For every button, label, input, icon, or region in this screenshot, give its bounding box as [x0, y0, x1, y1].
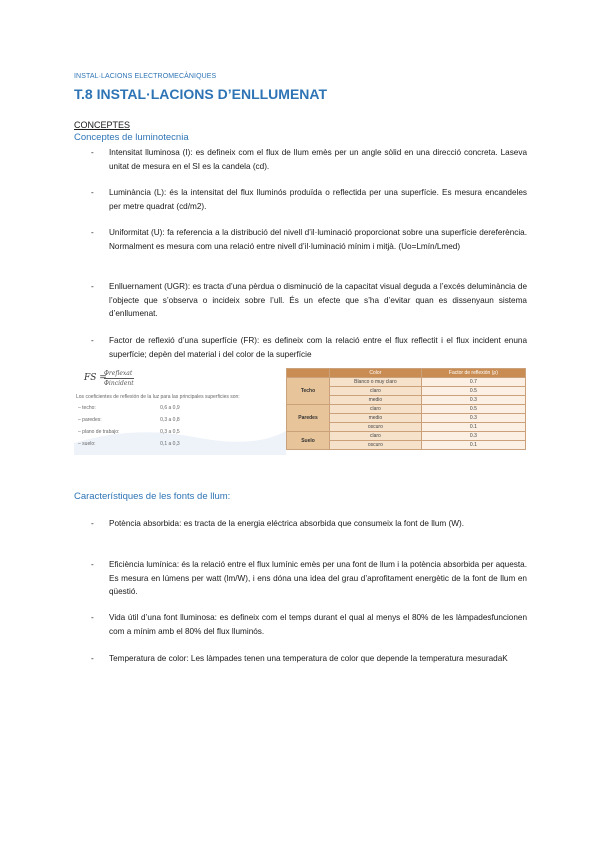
- reflection-table-panel: [286, 365, 526, 457]
- coefficient-value: 0,6 a 0,9: [160, 405, 180, 411]
- source-text: Temperatura de color: Les làmpades tenen una temperatura de color que depende la temperatura mesuradaK: [109, 654, 508, 663]
- formula-fraction: [104, 369, 134, 388]
- source-item: [91, 611, 527, 638]
- color-cell: claro: [330, 405, 422, 414]
- list-dash: -: [91, 336, 94, 345]
- list-dash: -: [91, 519, 94, 528]
- factor-cell: 0.7: [421, 378, 525, 387]
- table-row: [287, 405, 526, 414]
- source-item: [91, 517, 527, 531]
- surface-group-cell: Techo: [287, 378, 330, 405]
- list-dash: -: [91, 188, 94, 197]
- source-text: Potència absorbida: es tracta de la energia eléctrica absorbida que consumeix la font de llum (W).: [109, 519, 464, 528]
- section-heading: CONCEPTES: [74, 120, 131, 130]
- reflection-caption: Los coeficientes de reflexión de la luz para las principales superficies son:: [76, 394, 240, 400]
- list-dash: -: [91, 282, 94, 291]
- reflection-figure: [74, 365, 526, 457]
- formula-numerator: Φreflexat: [104, 370, 133, 377]
- concept-item: [91, 334, 527, 361]
- subject-header: INSTAL·LACIONS ELECTROMECÀNIQUES: [74, 73, 217, 80]
- concept-item: [91, 186, 527, 213]
- reflection-formula-panel: [74, 365, 286, 455]
- list-dash: -: [91, 228, 94, 237]
- factor-cell: 0.5: [421, 405, 525, 414]
- concept-text: Enlluernament (UGR): es tracta d’una pèrdua o disminució de la capacitat visual deguda a l’excés deluminància de l’objecte que s’observa o incideix sobre l’ull. És un efecte que s’ha d’evitar quan es dissenyaun sistema d’enllumenat.: [109, 282, 527, 318]
- coefficient-row: – techo: 0,6 a 0,9: [78, 405, 180, 411]
- source-text: Eficiència lumínica: és la relació entre el flux lumínic emès per una font de llum i la potència absorbida per aquesta. Es mesura en lúmens per watt (lm/W), i ens dóna una idea del grau d’aprofitament energètic de la font de llum en qüestió.: [109, 560, 527, 596]
- coefficient-row: – suelo: 0,1 a 0,3: [78, 441, 180, 447]
- factor-cell: 0.3: [421, 432, 525, 441]
- coefficient-label: plano de trabajo:: [82, 429, 120, 435]
- color-cell: Blanco o muy claro: [330, 378, 422, 387]
- color-cell: oscuro: [330, 441, 422, 450]
- factor-cell: 0.3: [421, 414, 525, 423]
- color-cell: medio: [330, 414, 422, 423]
- factor-cell: 0.1: [421, 441, 525, 450]
- page-title: T.8 INSTAL·LACIONS D’ENLLUMENAT: [74, 86, 328, 102]
- source-item: [91, 652, 527, 666]
- coefficient-value: 0,3 a 0,5: [160, 429, 180, 435]
- source-item: [91, 558, 527, 599]
- table-header-cell: [287, 369, 330, 378]
- surface-group-cell: Paredes: [287, 405, 330, 432]
- factor-cell: 0.3: [421, 396, 525, 405]
- color-cell: medio: [330, 396, 422, 405]
- concept-item: [91, 226, 527, 253]
- surface-group-cell: Suelo: [287, 432, 330, 450]
- list-dash: -: [91, 148, 94, 157]
- list-dash: -: [91, 613, 94, 622]
- formula-denominator: Φincident: [104, 380, 134, 387]
- concept-text: Uniformitat (U): fa referencia a la distribució del nivell d’il·luminació proporcionat sobre una superfície dereferència. Normalment es mesura com una relació entre nivell d’il·luminació mínim i mitjà. (Uo=Lmín/Lmed): [109, 228, 527, 251]
- list-dash: -: [91, 654, 94, 663]
- coefficient-row: – paredes: 0,3 a 0,8: [78, 417, 180, 423]
- coefficient-label: paredes:: [82, 417, 102, 423]
- list-dash: -: [91, 560, 94, 569]
- table-row: [287, 432, 526, 441]
- table-row: [287, 378, 526, 387]
- sources-heading: Característiques de les fonts de llum:: [74, 491, 231, 502]
- color-cell: claro: [330, 432, 422, 441]
- coefficient-row: – plano de trabajo: 0,3 a 0,5: [78, 429, 180, 435]
- reflection-factor-table: [286, 368, 526, 450]
- concept-text: Factor de reflexió d’una superfície (FR): es defineix com la relació entre el flux reflectit i el flux incident enuna superfície; depèn del material i del color de la superfície: [109, 336, 527, 359]
- coefficient-value: 0,3 a 0,8: [160, 417, 180, 423]
- table-header-cell: Color: [330, 369, 422, 378]
- concept-item: [91, 280, 527, 321]
- concept-text: Luminància (L): és la intensitat del flux lluminós produïda o reflectida per una superfície. Es mesura encandeles per metre quadrat (cd/m2).: [109, 188, 527, 211]
- factor-cell: 0.1: [421, 423, 525, 432]
- coefficient-value: 0,1 a 0,3: [160, 441, 180, 447]
- color-cell: oscuro: [330, 423, 422, 432]
- table-header-cell: Factor de reflexión (ρ): [421, 369, 525, 378]
- subsection-heading: Conceptes de luminotecnia: [74, 132, 189, 143]
- table-header-row: [287, 369, 526, 378]
- concept-item: [91, 146, 527, 173]
- factor-cell: 0.5: [421, 387, 525, 396]
- concept-text: Intensitat lluminosa (I): es defineix com el flux de llum emès per un angle sòlid en una direcció concreta. Laseva unitat de mesura en el SI es la candela (cd).: [109, 148, 527, 171]
- coefficient-label: techo:: [82, 405, 96, 411]
- color-cell: claro: [330, 387, 422, 396]
- formula-lhs: FS =: [84, 373, 107, 383]
- source-text: Vida útil d’una font lluminosa: es defineix com el temps durant el qual al menys el 80% de les làmpadesfuncionen com a mínim amb el 80% del flux lluminós.: [109, 613, 527, 636]
- coefficient-label: suelo:: [82, 441, 96, 447]
